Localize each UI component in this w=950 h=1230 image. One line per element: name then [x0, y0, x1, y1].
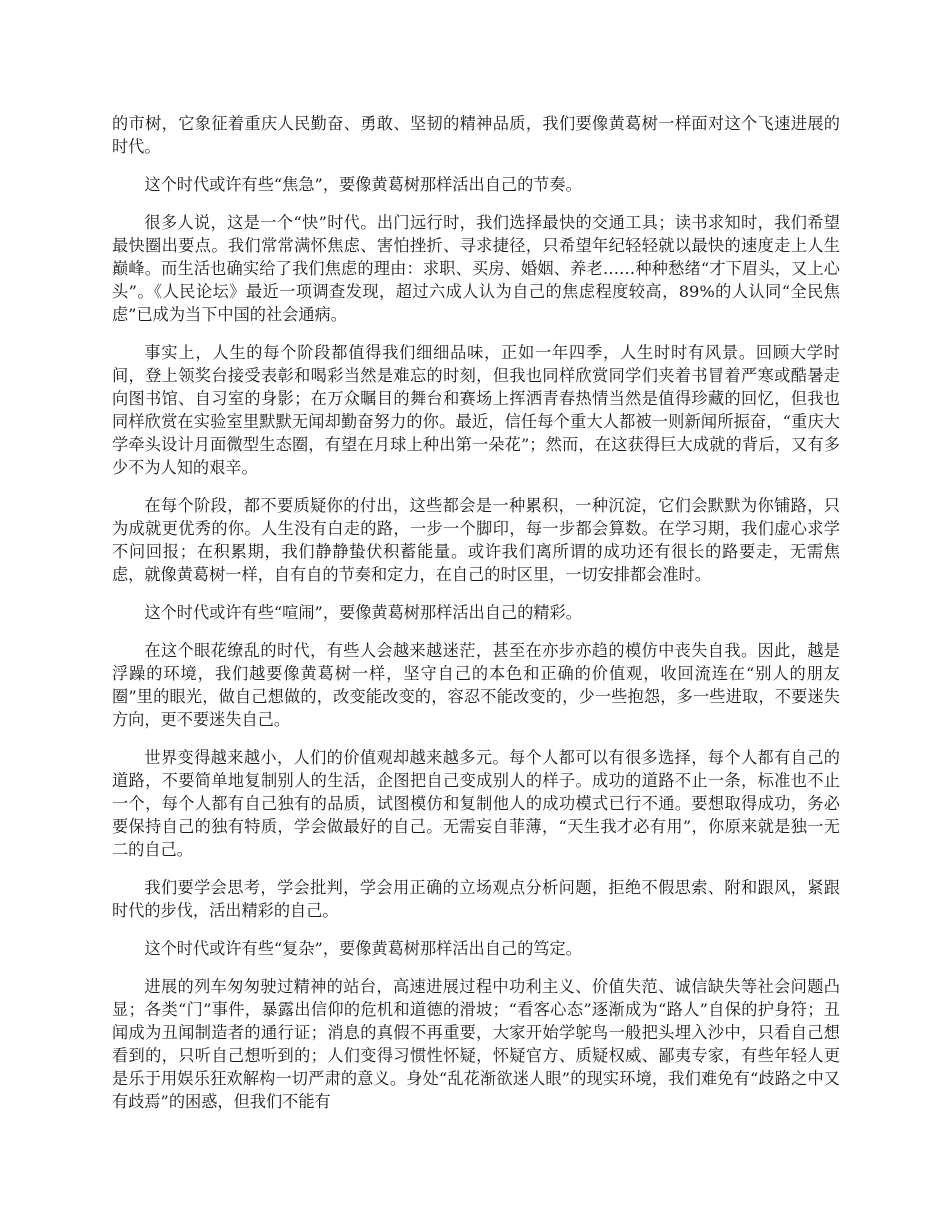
paragraph-fast-train: 进展的列车匆匆驶过精神的站台，高速进展过程中功利主义、价值失范、诚信缺失等社会问题凸显；各类“门”事件，暴露出信仰的危机和道德的滑坡；“看客心态”逐渐成为“路人”自保的护身符；丑闻成为丑闻制造者的通行证；消息的真假不再重要，大家开始学鸵鸟一般把头埋入沙中，只看自己想看到的，只听自己想听到的；人们变得习惯性怀疑，怀疑官方、质疑权威、鄙夷专家，有些年轻人更是乐于用娱乐狂欢解构一切严肃的意义。身处“乱花渐欲迷人眼”的现实环境，我们难免有“歧路之中又有歧焉”的困惑，但我们不能有: [112, 977, 840, 1111]
paragraph-section-heading-complex: 这个时代或许有些“复杂”，要像黄葛树那样活出自己的笃定。: [144, 939, 582, 958]
document-page: [112, 112, 840, 1128]
paragraph-continuation: 的市树，它象征着重庆人民勤奋、勇敢、坚韧的精神品质，我们要像黄葛树一样面对这个飞速进展的时代。: [112, 114, 840, 156]
paragraph-section-heading-anxious: 这个时代或许有些“焦急”，要像黄葛树那样活出自己的节奏。: [144, 175, 582, 194]
paragraph-section-heading-noisy: 这个时代或许有些“喧闹”，要像黄葛树那样活出自己的精彩。: [144, 603, 582, 622]
paragraph-fast-era: 很多人说，这是一个“快”时代。出门远行时，我们选择最快的交通工具；读书求知时，我们希望最快圈出要点。我们常常满怀焦虑、害怕挫折、寻求捷径，只希望年纪轻轻就以最快的速度走上人生巅峰。而生活也确实给了我们焦虑的理由：求职、买房、婚姻、养老……种种愁绪“才下眉头，又上心头”。《人民论坛》最近一项调查发现，超过六成人认为自己的焦虑程度较高，89%的人认同“全民焦虑”已成为当下中国的社会通病。: [112, 213, 840, 324]
paragraph-learn-to-think: 我们要学会思考，学会批判，学会用正确的立场观点分析问题，拒绝不假思索、附和跟风，紧跟时代的步伐，活出精彩的自己。: [112, 878, 840, 920]
paragraph-life-stages: 事实上，人生的每个阶段都值得我们细细品味，正如一年四季，人生时时有风景。回顾大学时间，登上领奖台接受表彰和喝彩当然是难忘的时刻，但我也同样欣赏同学们夹着书冒着严寒或酷暑走向图书馆、自习室的身影；在万众瞩目的舞台和赛场上挥洒青春热情当然是值得珍藏的回忆，但我也同样欣赏在实验室里默默无闻却勤奋努力的你。最近，信任每个重大人都被一则新闻所振奋，“重庆大学牵头设计月面微型生态圈，有望在月球上种出第一朵花”；然而，在这获得巨大成就的背后，又有多少不为人知的艰辛。: [112, 343, 840, 477]
paragraph-accumulation: 在每个阶段，都不要质疑你的付出，这些都会是一种累积，一种沉淀，它们会默默为你铺路，只为成就更优秀的你。人生没有白走的路，一步一个脚印，每一步都会算数。在学习期，我们虚心求学不问回报；在积累期，我们静静蛰伏积蓄能量。或许我们离所谓的成功还有很长的路要走，无需焦虑，就像黄葛树一样，自有自的节奏和定力，在自己的时区里，一切安排都会准时。: [112, 496, 840, 584]
paragraph-diverse-values: 世界变得越来越小，人们的价值观却越来越多元。每个人都可以有很多选择，每个人都有自己的道路，不要简单地复制别人的生活，企图把自己变成别人的样子。成功的道路不止一条，标准也不止一个，每个人都有自己独有的品质，试图模仿和复制他人的成功模式已行不通。要想取得成功，务必要保持自己的独有特质，学会做最好的自己。无需妄自菲薄，“天生我才必有用”，你原来就是独一无二的自己。: [112, 748, 840, 859]
paragraph-dazzling-era: 在这个眼花缭乱的时代，有些人会越来越迷茫，甚至在亦步亦趋的模仿中丧失自我。因此，越是浮躁的环境，我们越要像黄葛树一样，坚守自己的本色和正确的价值观，收回流连在“别人的朋友圈”里的眼光，做自己想做的，改变能改变的，容忍不能改变的，少一些抱怨，多一些进取，不要迷失方向，更不要迷失自己。: [112, 641, 840, 729]
